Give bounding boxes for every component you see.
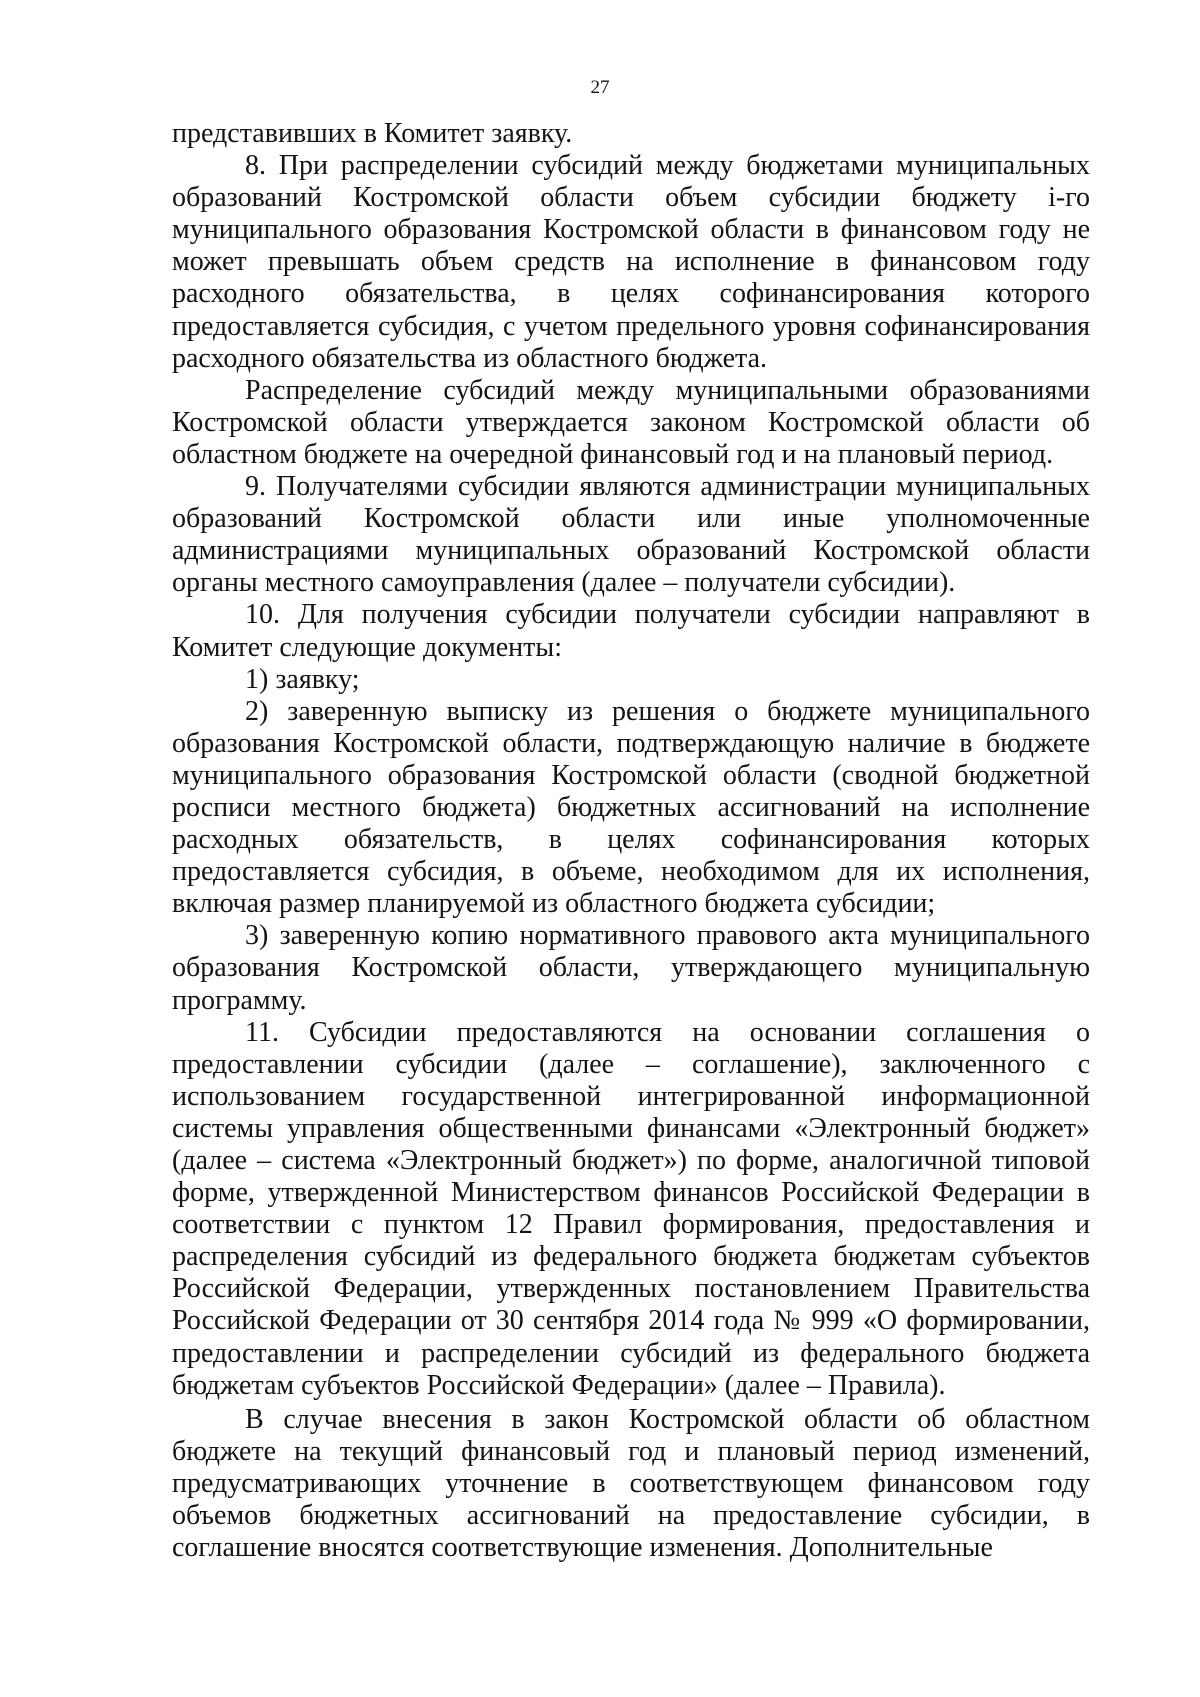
- document-body: [172, 118, 1090, 1564]
- list-item-3: 3) заверенную копию нормативного правового акта муниципального образования Костромской области, утверждающего муниципальную программу.: [172, 920, 1090, 1016]
- paragraph-item-10: 10. Для получения субсидии получатели субсидии направляют в Комитет следующие документы:: [172, 599, 1090, 663]
- page-number: 27: [590, 77, 610, 98]
- list-item-1: 1) заявку;: [245, 663, 360, 695]
- paragraph-continuation: представивших в Комитет заявку.: [172, 118, 573, 149]
- list-item-2: 2) заверенную выписку из решения о бюджете муниципального образования Костромской области, подтверждающую наличие в бюджете муниципального образования Костромской области (сводной бюджетной росписи местного бюджета) бюджетных ассигнований на исполнение расходных обязательств, в целях софинансирования которых предоставляется субсидия, в объеме, необходимом для их исполнения, включая размер планируемой из областного бюджета субсидии;: [172, 695, 1090, 920]
- paragraph-distribution: Распределение субсидий между муниципальными образованиями Костромской области утверждается законом Костромской области об областном бюджете на очередной финансовый год и на плановый период.: [172, 374, 1090, 470]
- paragraph-item-9: 9. Получателями субсидии являются администрации муниципальных образований Костромской области или иные уполномоченные администрациями муниципальных образований Костромской области органы местного самоуправления (далее – получатели субсидии).: [172, 471, 1090, 599]
- paragraph-amendments: В случае внесения в закон Костромской области об областном бюджете на текущий финансовый год и плановый период изменений, предусматривающих уточнение в соответствующем финансовом году объемов бюджетных ассигнований на предоставление субсидии, в соглашение вносятся соответствующие изменения. Дополнительные: [172, 1403, 1090, 1564]
- paragraph-item-8: 8. При распределении субсидий между бюджетами муниципальных образований Костромской области объем субсидии бюджету i-го муниципального образования Костромской области в финансовом году не может превышать объем средств на исполнение в финансовом году расходного обязательства, в целях софинансирования которого предоставляется субсидия, с учетом предельного уровня софинансирования расходного обязательства из областного бюджета.: [172, 150, 1090, 374]
- paragraph-item-11: 11. Субсидии предоставляются на основании соглашения о предоставлении субсидии (далее – соглашение), заключенного с использованием государственной интегрированной информационной системы управления общественными финансами «Электронный бюджет» (далее – система «Электронный бюджет») по форме, аналогичной типовой форме, утвержденной Министерством финансов Российской Федерации в соответствии с пунктом 12 Правил формирования, предоставления и распределения субсидий из федерального бюджета бюджетам субъектов Российской Федерации, утвержденных постановлением Правительства Российской Федерации от 30 сентября 2014 года № 999 «О формировании, предоставлении и распределении субсидий из федерального бюджета бюджетам субъектов Российской Федерации» (далее – Правила).: [172, 1016, 1090, 1401]
